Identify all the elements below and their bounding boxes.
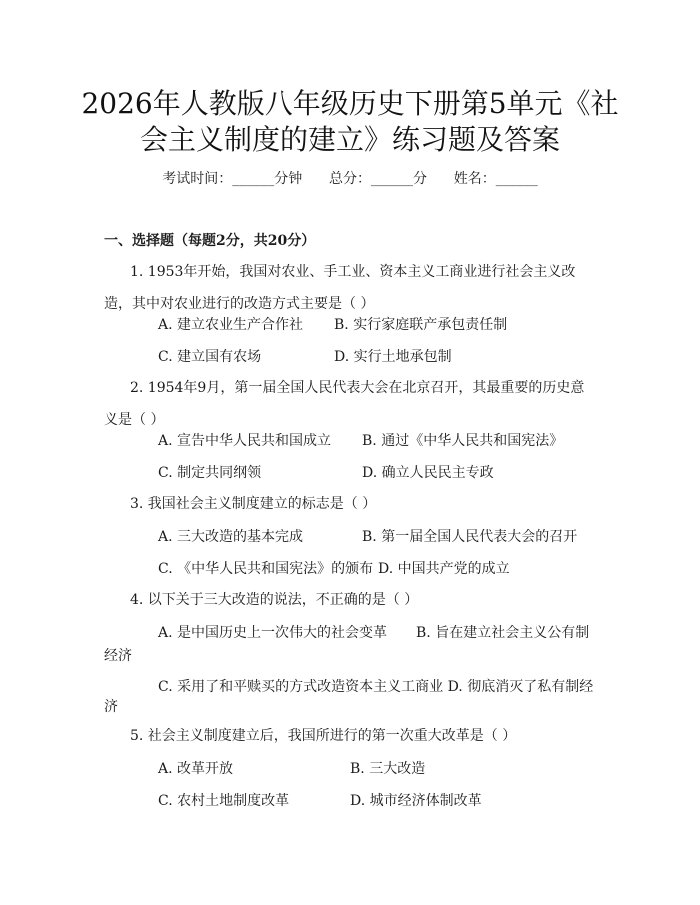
question-2-line2: 义是（ ） [104,412,165,428]
exam-info: 考试时间：______分钟 总分：______分 姓名：______ [162,171,538,187]
question-3-options-row2 [158,558,608,578]
question-2-options-row2 [158,462,608,482]
option-d-wrap: 济 [104,699,118,715]
option-b-wrap: 经济 [104,648,132,664]
option-a[interactable]: A. 宣告中华人民共和国成立 [158,433,332,449]
option-b[interactable]: B. 第一届全国人民代表大会的召开 [362,529,578,545]
option-b[interactable]: B. 通过《中华人民共和国宪法》 [362,433,564,449]
question-4 [104,584,602,616]
question-1-line2: 造，其中对农业进行的改造方式主要是（ ） [104,296,375,312]
question-2-line1: 2. 1954年9月，第一届全国人民代表大会在北京召开，其最重要的历史意 [130,380,585,396]
question-4-options-row1 [158,622,608,642]
question-1-options-row2 [158,346,608,366]
page-title-line1: 2026年人教版八年级历史下册第5单元《社 [81,87,619,120]
option-c[interactable]: C. 制定共同纲领 [158,465,262,481]
question-3 [104,488,602,520]
option-b[interactable]: B. 旨在建立社会主义公有制 [416,625,590,641]
option-d[interactable]: D. 确立人民民主专政 [362,465,494,481]
question-5-line1: 5. 社会主义制度建立后，我国所进行的第一次重大改革是（ ） [130,728,517,744]
question-4-options-row2 [158,676,608,696]
question-4-line1: 4. 以下关于三大改造的说法，不正确的是（ ） [130,592,419,608]
option-d[interactable]: D. 实行土地承包制 [334,349,452,365]
question-1-options-row1 [158,314,608,334]
question-2-options-row1 [158,430,608,450]
option-c[interactable]: C. 农村土地制度改革 [158,793,290,809]
option-d[interactable]: D. 中国共产党的成立 [378,561,510,577]
question-2 [104,372,602,436]
question-5-options-row2 [158,790,608,810]
question-3-options-row1 [158,526,608,546]
option-c[interactable]: C. 《中华人民共和国宪法》的颁布 [158,561,374,577]
option-c[interactable]: C. 建立国有农场 [158,349,262,365]
option-d[interactable]: D. 彻底消灭了私有制经 [447,679,594,695]
option-a[interactable]: A. 建立农业生产合作社 [158,317,304,333]
option-b[interactable]: B. 实行家庭联产承包责任制 [334,317,508,333]
page-title-line2: 会主义制度的建立》练习题及答案 [139,123,560,156]
option-a[interactable]: A. 是中国历史上一次伟大的社会变革 [158,625,388,641]
option-b[interactable]: B. 三大改造 [350,761,426,777]
option-a[interactable]: A. 三大改造的基本完成 [158,529,304,545]
option-d[interactable]: D. 城市经济体制改革 [350,793,482,809]
option-a[interactable]: A. 改革开放 [158,761,234,777]
question-3-line1: 3. 我国社会主义制度建立的标志是（ ） [130,496,377,512]
option-c[interactable]: C. 采用了和平赎买的方式改造资本主义工商业 [158,679,444,695]
question-1 [104,256,602,320]
question-5 [104,720,602,752]
question-1-line1: 1. 1953年开始，我国对农业、手工业、资本主义工商业进行社会主义改 [130,264,576,280]
section-heading: 一、选择题（每题2分，共20分） [104,233,316,249]
question-5-options-row1 [158,758,608,778]
